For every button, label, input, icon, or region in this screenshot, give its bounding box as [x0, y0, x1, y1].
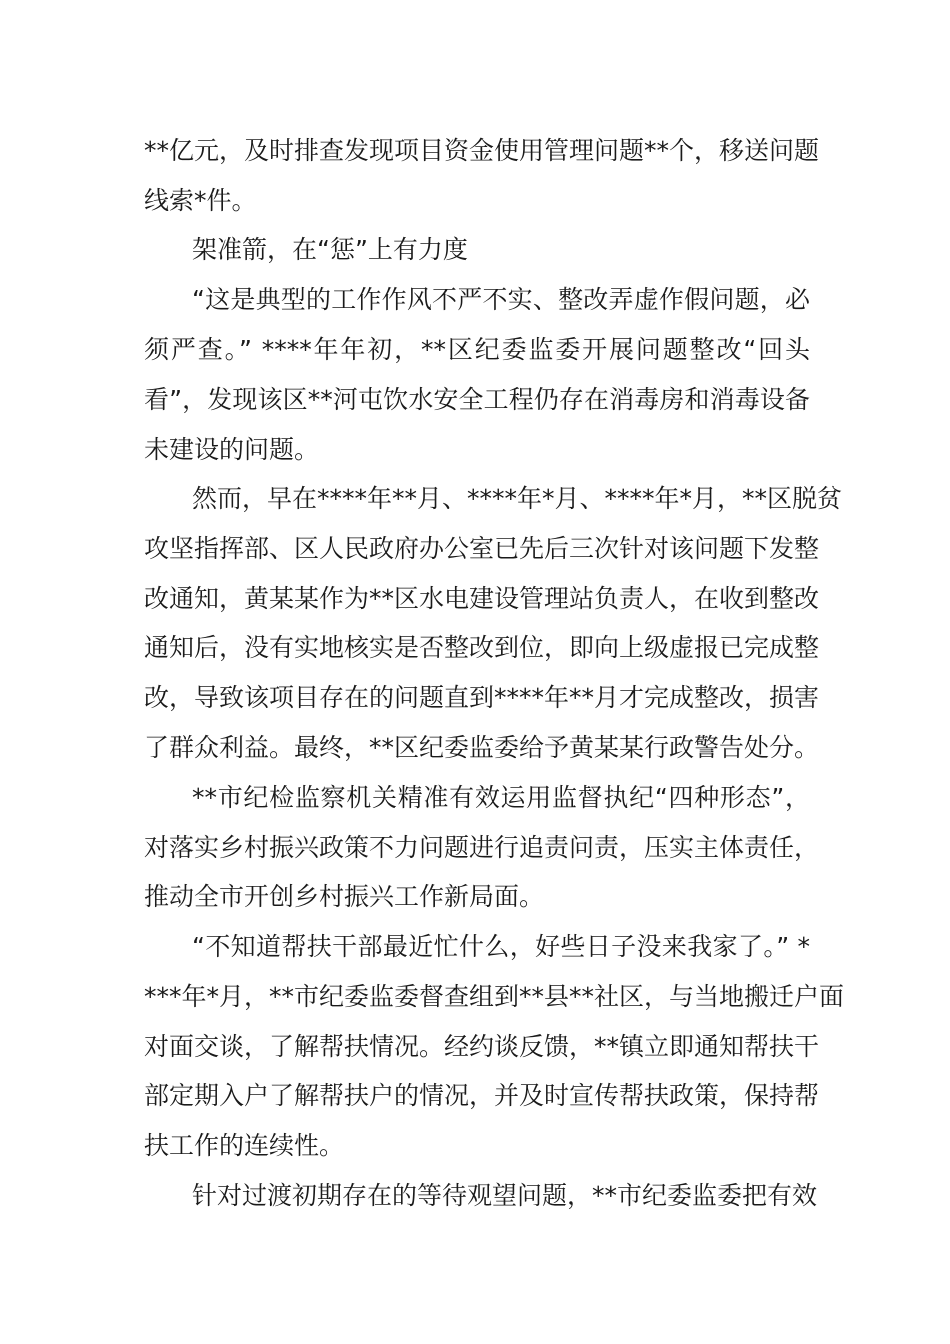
- paragraph-line: 针对过渡初期存在的等待观望问题，**市纪委监委把有效: [192, 1181, 818, 1210]
- paragraph-line: 改，导致该项目存在的问题直到****年**月才完成整改，损害: [144, 683, 820, 712]
- paragraph-line: 改通知，黄某某作为**区水电建设管理站负责人，在收到整改: [144, 584, 820, 613]
- paragraph-line: 须严查。” ****年年初，**区纪委监委开展问题整改“回头: [144, 335, 810, 364]
- paragraph-line: 对面交谈，了解帮扶情况。经约谈反馈，**镇立即通知帮扶干: [144, 1032, 820, 1061]
- paragraph-line: **亿元，及时排查发现项目资金使用管理问题**个，移送问题: [144, 136, 820, 165]
- paragraph-line: “这是典型的工作作风不严不实、整改弄虚作假问题，必: [192, 285, 810, 314]
- paragraph-line: 线索*件。: [144, 186, 257, 215]
- paragraph-line: ***年*月，**市纪委监委督查组到**县**社区，与当地搬迁户面: [144, 982, 845, 1011]
- paragraph-line: 通知后，没有实地核实是否整改到位，即向上级虚报已完成整: [144, 633, 820, 662]
- paragraph-line: 看”，发现该区**河屯饮水安全工程仍存在消毒房和消毒设备: [144, 385, 810, 414]
- section-heading: 架准箭，在“惩”上有力度: [192, 235, 468, 264]
- paragraph-line: 攻坚指挥部、区人民政府办公室已先后三次针对该问题下发整: [144, 534, 820, 563]
- paragraph-line: “不知道帮扶干部最近忙什么，好些日子没来我家了。” *: [192, 932, 810, 961]
- paragraph-line: **市纪检监察机关精准有效运用监督执纪“四种形态”，: [192, 783, 810, 812]
- paragraph-line: 了群众利益。最终，**区纪委监委给予黄某某行政警告处分。: [144, 733, 820, 762]
- paragraph-line: 扶工作的连续性。: [144, 1131, 345, 1160]
- paragraph-line: 推动全市开创乡村振兴工作新局面。: [144, 882, 545, 911]
- paragraph-line: 未建设的问题。: [144, 435, 320, 464]
- paragraph-line: 部定期入户了解帮扶户的情况，并及时宣传帮扶政策，保持帮: [144, 1081, 820, 1110]
- paragraph-line: 对落实乡村振兴政策不力问题进行追责问责，压实主体责任，: [144, 833, 820, 862]
- paragraph-line: 然而，早在****年**月、****年*月、****年*月，**区脱贫: [192, 484, 843, 513]
